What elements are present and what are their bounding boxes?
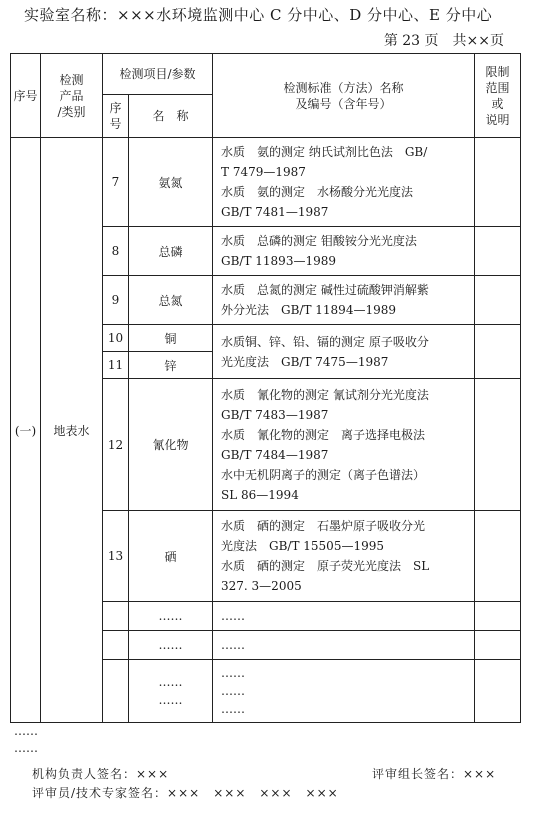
- item-name: ……: [129, 631, 213, 660]
- standard-cell: 水质 氰化物的测定 氰试剂分光光度法 GB/T 7483—1987 水质 氰化物的测定 离子选择电极法 GB/T 7484—1987 水中无机阴离子的测定（离子色谱法） SL 86—1994: [213, 379, 475, 511]
- limit-cell: [475, 138, 521, 227]
- item-name: 硒: [129, 511, 213, 602]
- standard-cell: 水质 硒的测定 石墨炉原子吸收分光 光度法 GB/T 15505—1995 水质 硒的测定 原子荧光光度法 SL 327. 3—2005: [213, 511, 475, 602]
- page-info: 第 23 页 共××页: [383, 33, 504, 49]
- item-no: 8: [103, 227, 129, 276]
- lab-name: 实验室名称：×××水环境监测中心 C 分中心、D 分中心、E 分中心: [24, 6, 493, 24]
- limit-cell: [475, 325, 521, 379]
- item-name: 铜: [129, 325, 213, 352]
- header-seq: 序号: [11, 54, 41, 138]
- limit-cell: [475, 660, 521, 723]
- limit-cell: [475, 227, 521, 276]
- item-name: 氨氮: [129, 138, 213, 227]
- item-no: 7: [103, 138, 129, 227]
- header-product: 检测 产品 /类别: [41, 54, 103, 138]
- org-head-signature: 机构负责人签名：×××: [32, 767, 170, 781]
- item-no: [103, 602, 129, 631]
- item-name: 总磷: [129, 227, 213, 276]
- table-row: [11, 138, 521, 227]
- continuation-ellipsis: ……: [14, 724, 38, 738]
- item-name: 总氮: [129, 276, 213, 325]
- header-item-group: 检测项目/参数: [103, 54, 213, 95]
- standard-cell: ……: [213, 602, 475, 631]
- team-leader-signature: 评审组长签名：×××: [372, 767, 497, 781]
- standard-cell: ……: [213, 631, 475, 660]
- item-no: 11: [103, 352, 129, 379]
- limit-cell: [475, 511, 521, 602]
- standard-cell: 水质 总氮的测定 碱性过硫酸钾消解紫 外分光法 GB/T 11894—1989: [213, 276, 475, 325]
- limit-cell: [475, 602, 521, 631]
- header-standard: 检测标准（方法）名称 及编号（含年号）: [213, 54, 475, 138]
- item-no: [103, 660, 129, 723]
- item-name: ……: [129, 602, 213, 631]
- limit-cell: [475, 631, 521, 660]
- standard-cell: 水质 氨的测定 纳氏试剂比色法 GB/ T 7479—1987 水质 氨的测定 水杨酸分光光度法 GB/T 7481—1987: [213, 138, 475, 227]
- reviewers-signature: 评审员/技术专家签名：××× ××× ××× ×××: [32, 786, 339, 800]
- item-no: 13: [103, 511, 129, 602]
- item-no: 10: [103, 325, 129, 352]
- item-no: 9: [103, 276, 129, 325]
- header-limit: 限制 范围 或 说明: [475, 54, 521, 138]
- header-item-no: 序 号: [103, 95, 129, 138]
- header-item-name: 名 称: [129, 95, 213, 138]
- item-name: …… ……: [129, 660, 213, 723]
- item-name: 锌: [129, 352, 213, 379]
- limit-cell: [475, 379, 521, 511]
- header-row: [11, 54, 521, 95]
- item-name: 氰化物: [129, 379, 213, 511]
- limit-cell: [475, 276, 521, 325]
- item-no: 12: [103, 379, 129, 511]
- group-category: 地表水: [41, 138, 103, 723]
- group-seq: (一): [11, 138, 41, 723]
- item-no: [103, 631, 129, 660]
- standard-cell: …… …… ……: [213, 660, 475, 723]
- standard-cell: 水质铜、锌、铅、镉的测定 原子吸收分 光光度法 GB/T 7475—1987: [213, 325, 475, 379]
- accreditation-table: [10, 53, 521, 723]
- standard-cell: 水质 总磷的测定 钼酸铵分光光度法 GB/T 11893—1989: [213, 227, 475, 276]
- continuation-ellipsis: ……: [14, 741, 38, 755]
